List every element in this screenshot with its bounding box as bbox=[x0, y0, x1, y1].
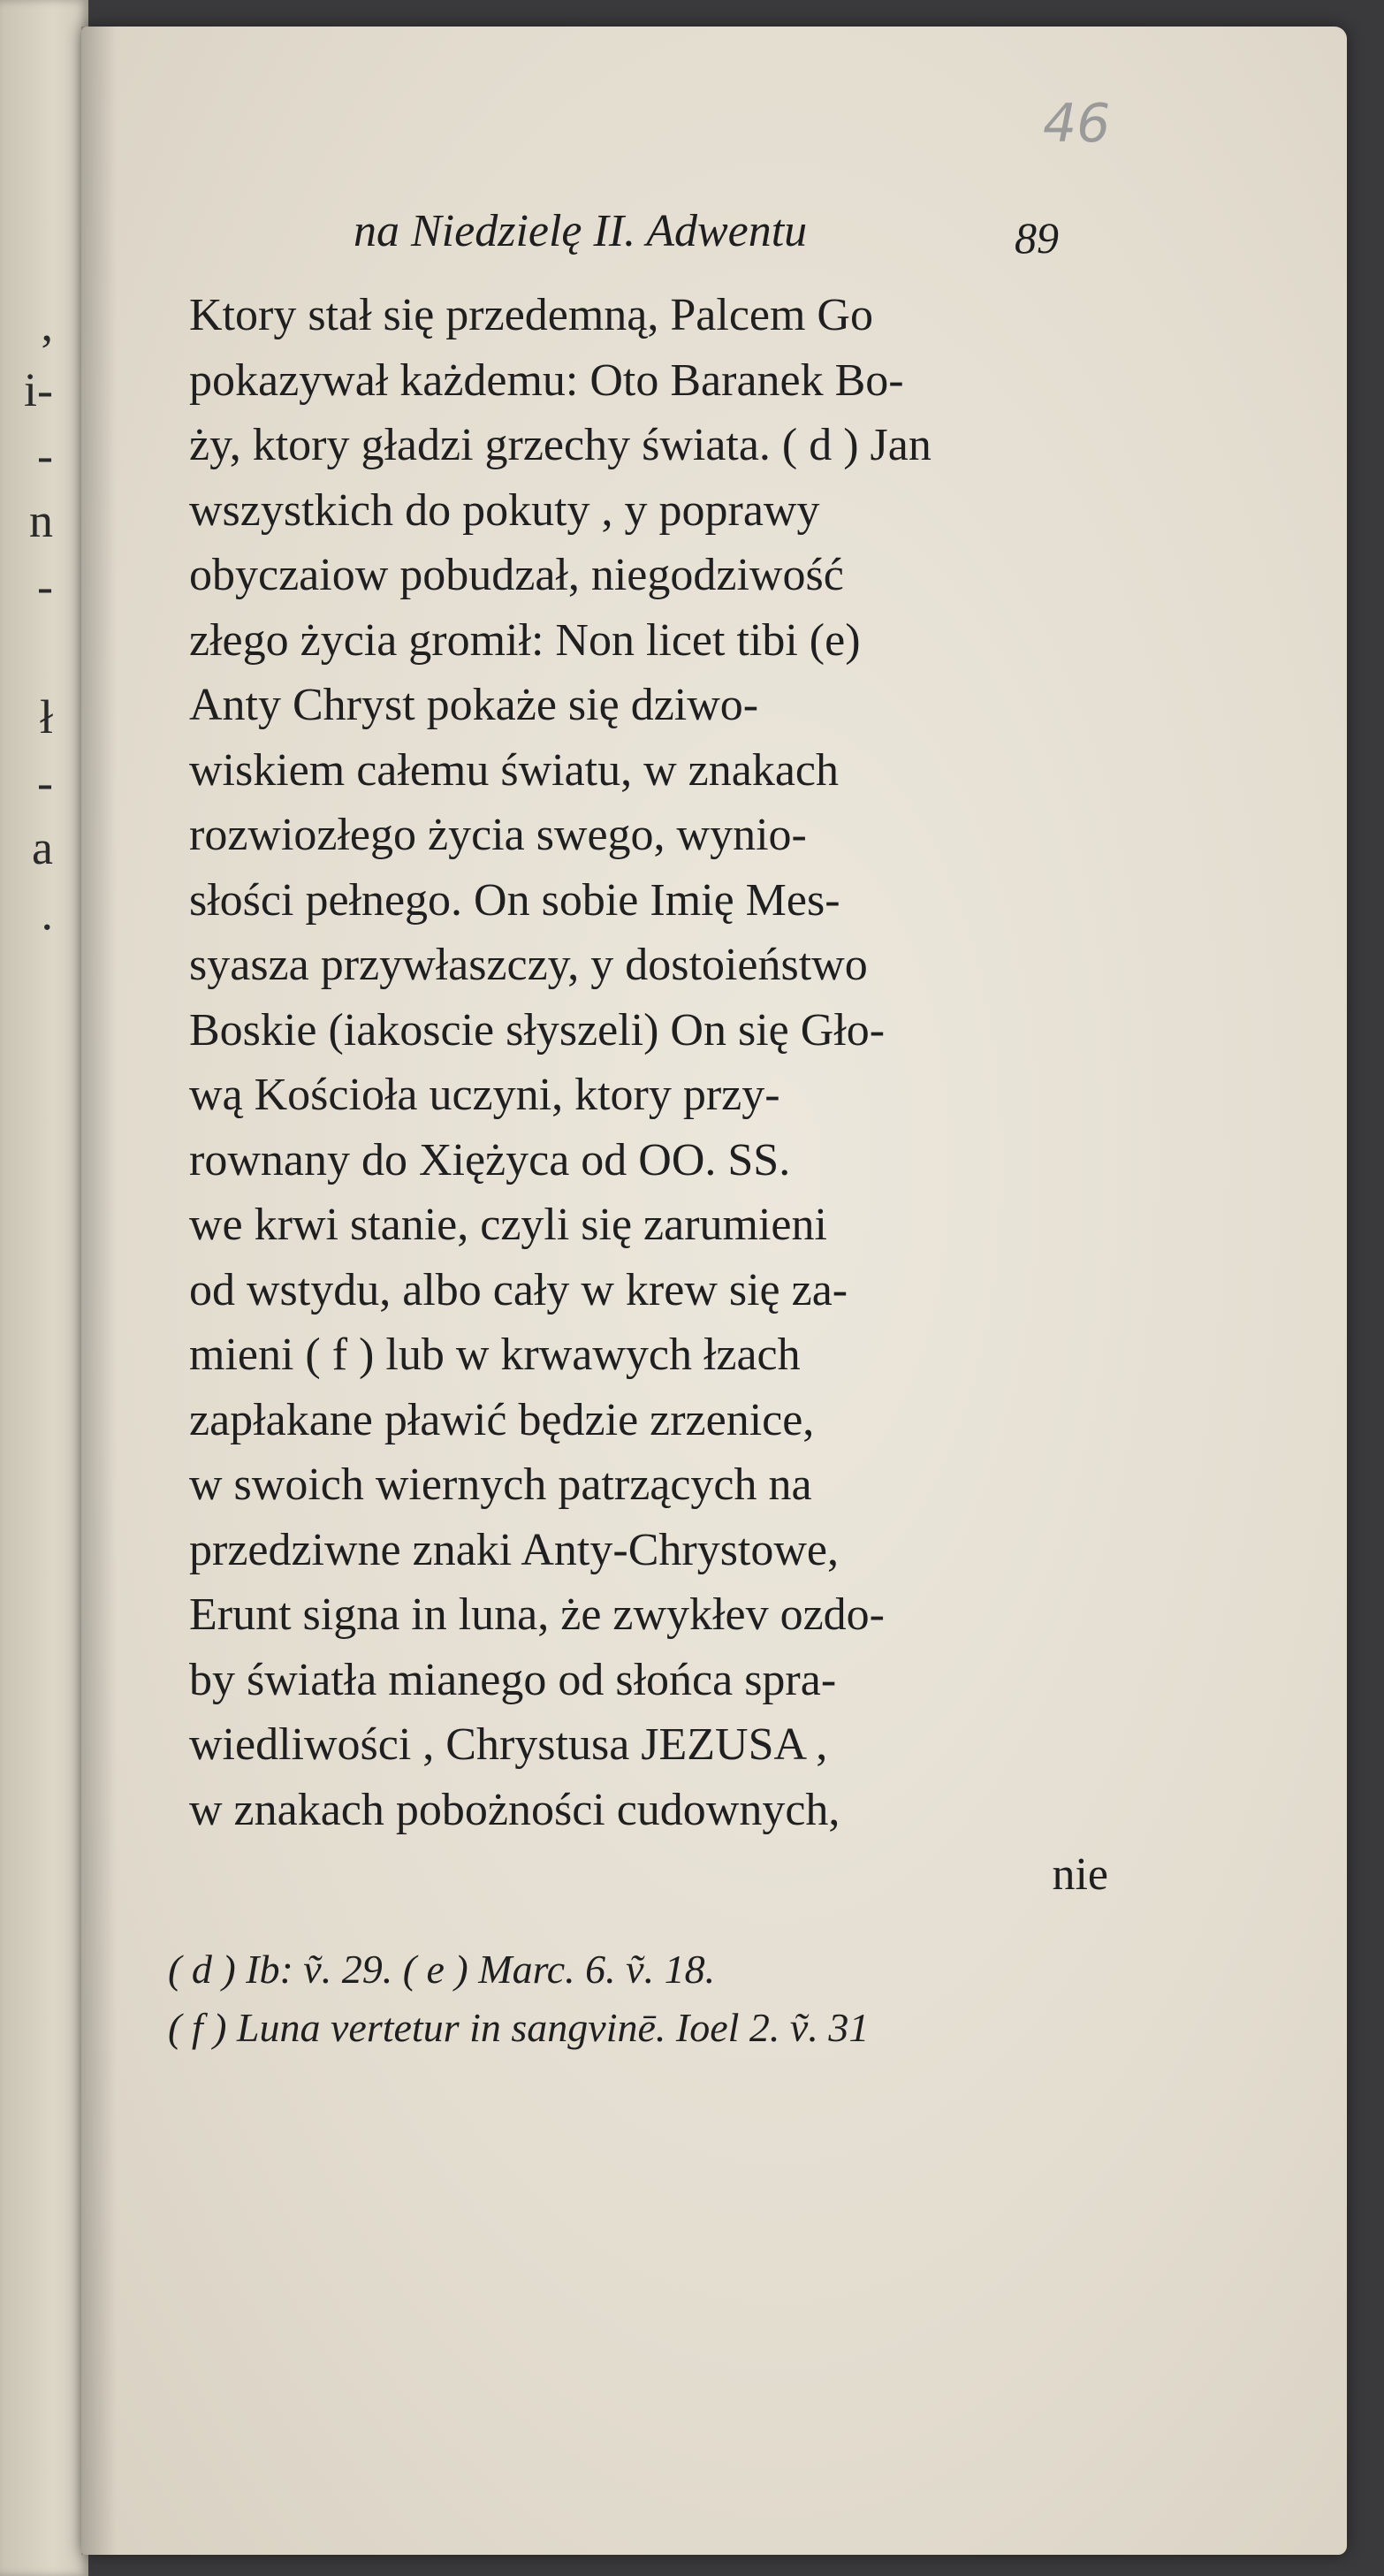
text-line: złego życia gromił: Non licet tibi (e) bbox=[189, 614, 861, 666]
text-line: słości pełnego. On sobie Imię Mes- bbox=[189, 874, 840, 926]
text-line: przedziwne znaki Anty-Chrystowe, bbox=[189, 1524, 840, 1575]
text-line: rownany do Xiężyca od OO. SS. bbox=[189, 1134, 791, 1185]
left-fragment: - bbox=[37, 429, 53, 482]
catchword: nie bbox=[1052, 1849, 1108, 1900]
text-line: wiskiem całemu światu, w znakach bbox=[189, 744, 839, 796]
left-fragment: i- bbox=[24, 363, 53, 416]
text-line: ży, ktory gładzi grzechy świata. ( d ) Jan bbox=[189, 420, 932, 470]
footnote-line: ( d ) Ib: ṽ. 29. ( e ) Marc. 6. ṽ. 18. bbox=[168, 1947, 716, 1992]
text-line: obyczaiow pobudzał, niegodziwość bbox=[189, 550, 844, 600]
page-number: 89 bbox=[1015, 213, 1059, 263]
text-line: w swoich wiernych patrzących na bbox=[189, 1459, 812, 1510]
text-line: syasza przywłaszczy, y dostoieństwo bbox=[189, 940, 868, 990]
left-fragment: - bbox=[37, 560, 53, 613]
footnotes bbox=[168, 1940, 1122, 2057]
text-line: Ktory stał się przedemną, Palcem Go bbox=[189, 290, 873, 340]
text-line: pokazywał każdemu: Oto Baranek Bo- bbox=[189, 354, 904, 406]
footnote-line: ( f ) Luna vertetur in sangvinē. Ioel 2. ṽ. 31 bbox=[168, 2005, 870, 2050]
text-line: od wstydu, albo cały w krew się za- bbox=[189, 1264, 848, 1315]
text-line: Anty Chryst pokaże się dziwo- bbox=[189, 680, 759, 730]
left-fragment: n bbox=[29, 494, 53, 547]
text-line: wą Kościoła uczyni, ktory przy- bbox=[189, 1070, 780, 1120]
text-line: zapłakane pławić będzie zrzenice, bbox=[189, 1394, 815, 1445]
left-facing-page bbox=[0, 0, 88, 2576]
text-line: wszystkich do pokuty , y poprawy bbox=[189, 484, 820, 536]
text-line: Boskie (iakoscie słyszeli) On się Gło- bbox=[189, 1004, 886, 1056]
left-fragment: a bbox=[32, 821, 53, 874]
text-line: wiedliwości , Chrystusa JEZUSA , bbox=[189, 1719, 828, 1770]
left-fragment: ł bbox=[39, 690, 53, 743]
text-line: we krwi stanie, czyli się zarumieni bbox=[189, 1200, 827, 1250]
body-text bbox=[189, 283, 1108, 1908]
text-line: by światła mianego od słońca spra- bbox=[189, 1654, 837, 1705]
left-fragment: - bbox=[37, 756, 53, 809]
handwritten-folio-number: 46 bbox=[1043, 93, 1111, 155]
left-fragment bbox=[0, 619, 53, 684]
text-line: mieni ( f ) lub w krwawych łzach bbox=[189, 1330, 801, 1380]
left-fragment: , bbox=[41, 298, 53, 351]
left-page-text-fragments bbox=[0, 292, 53, 946]
text-line: rozwiozłego życia swego, wynio- bbox=[189, 810, 807, 860]
running-header: na Niedzielę II. Adwentu bbox=[354, 206, 808, 256]
left-fragment: . bbox=[41, 887, 53, 940]
gutter-shadow bbox=[81, 27, 117, 2555]
text-line: Erunt signa in luna, że zwykłev ozdo- bbox=[189, 1589, 885, 1640]
text-line: w znakach pobożności cudownych, bbox=[189, 1784, 840, 1835]
